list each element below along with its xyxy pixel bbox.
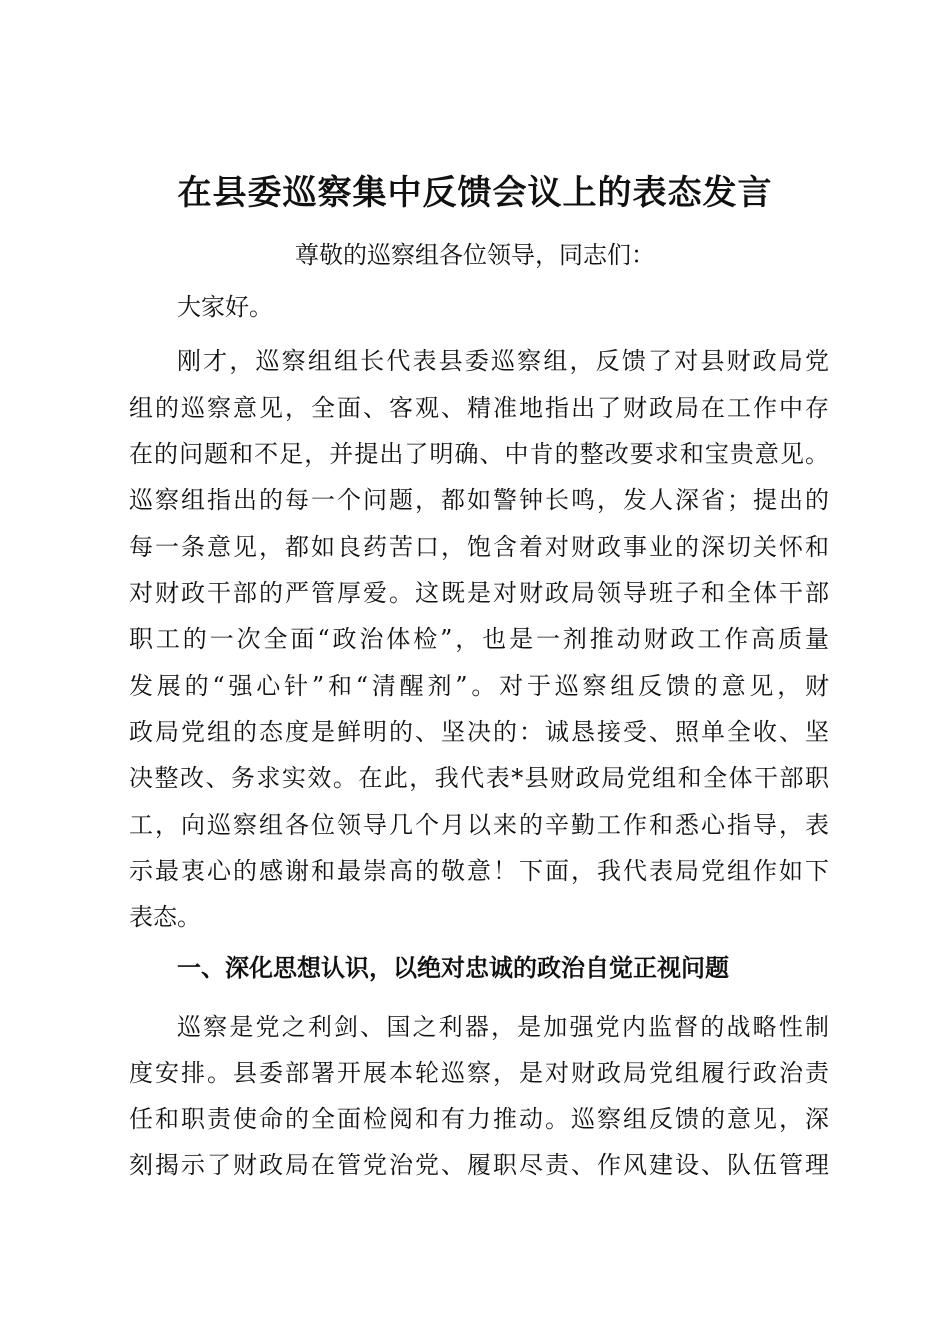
paragraph-2-line: 刻揭示了财政局在管党治党、履职尽责、作风建设、队伍管理 bbox=[129, 1151, 829, 1179]
paragraph-1-line: 对财政干部的严管厚爱。这既是对财政局领导班子和全体干部 bbox=[129, 579, 829, 607]
section-1-heading: 一、深化思想认识，以绝对忠诚的政治自觉正视问题 bbox=[177, 954, 729, 982]
paragraph-1-line: 表态。 bbox=[129, 903, 201, 931]
paragraph-1-line: 工，向巡察组各位领导几个月以来的辛勤工作和悉心指导，表 bbox=[129, 811, 829, 839]
paragraph-2-line: 度安排。县委部署开展本轮巡察，是对财政局党组履行政治责 bbox=[129, 1059, 829, 1087]
paragraph-1-line: 刚才，巡察组组长代表县委巡察组，反馈了对县财政局党 bbox=[177, 347, 829, 375]
paragraph-1-line: 发展的“强心针”和“清醒剂”。对于巡察组反馈的意见，财 bbox=[129, 672, 829, 700]
paragraph-2-line: 巡察是党之利剑、国之利器，是加强党内监督的战略性制 bbox=[177, 1013, 829, 1041]
paragraph-2-line: 任和职责使命的全面检阅和有力推动。巡察组反馈的意见，深 bbox=[129, 1105, 829, 1133]
paragraph-1-line: 示最衷心的感谢和最崇高的敬意！下面，我代表局党组作如下 bbox=[129, 857, 829, 885]
paragraph-1-line: 组的巡察意见，全面、客观、精准地指出了财政局在工作中存 bbox=[129, 394, 829, 422]
paragraph-1-line: 每一条意见，都如良药苦口，饱含着对财政事业的深切关怀和 bbox=[129, 533, 829, 561]
document-title: 在县委巡察集中反馈会议上的表态发言 bbox=[177, 173, 773, 213]
salutation: 尊敬的巡察组各位领导，同志们： bbox=[295, 241, 655, 269]
paragraph-1-line: 在的问题和不足，并提出了明确、中肯的整改要求和宝贵意见。 bbox=[129, 440, 829, 468]
greeting: 大家好。 bbox=[177, 293, 273, 321]
paragraph-1-line: 决整改、务求实效。在此，我代表*县财政局党组和全体干部职 bbox=[129, 764, 829, 792]
paragraph-1-line: 职工的一次全面“政治体检”，也是一剂推动财政工作高质量 bbox=[129, 625, 829, 653]
paragraph-1-line: 政局党组的态度是鲜明的、坚决的：诚恳接受、照单全收、坚 bbox=[129, 718, 829, 746]
paragraph-1-line: 巡察组指出的每一个问题，都如警钟长鸣，发人深省；提出的 bbox=[129, 486, 829, 514]
